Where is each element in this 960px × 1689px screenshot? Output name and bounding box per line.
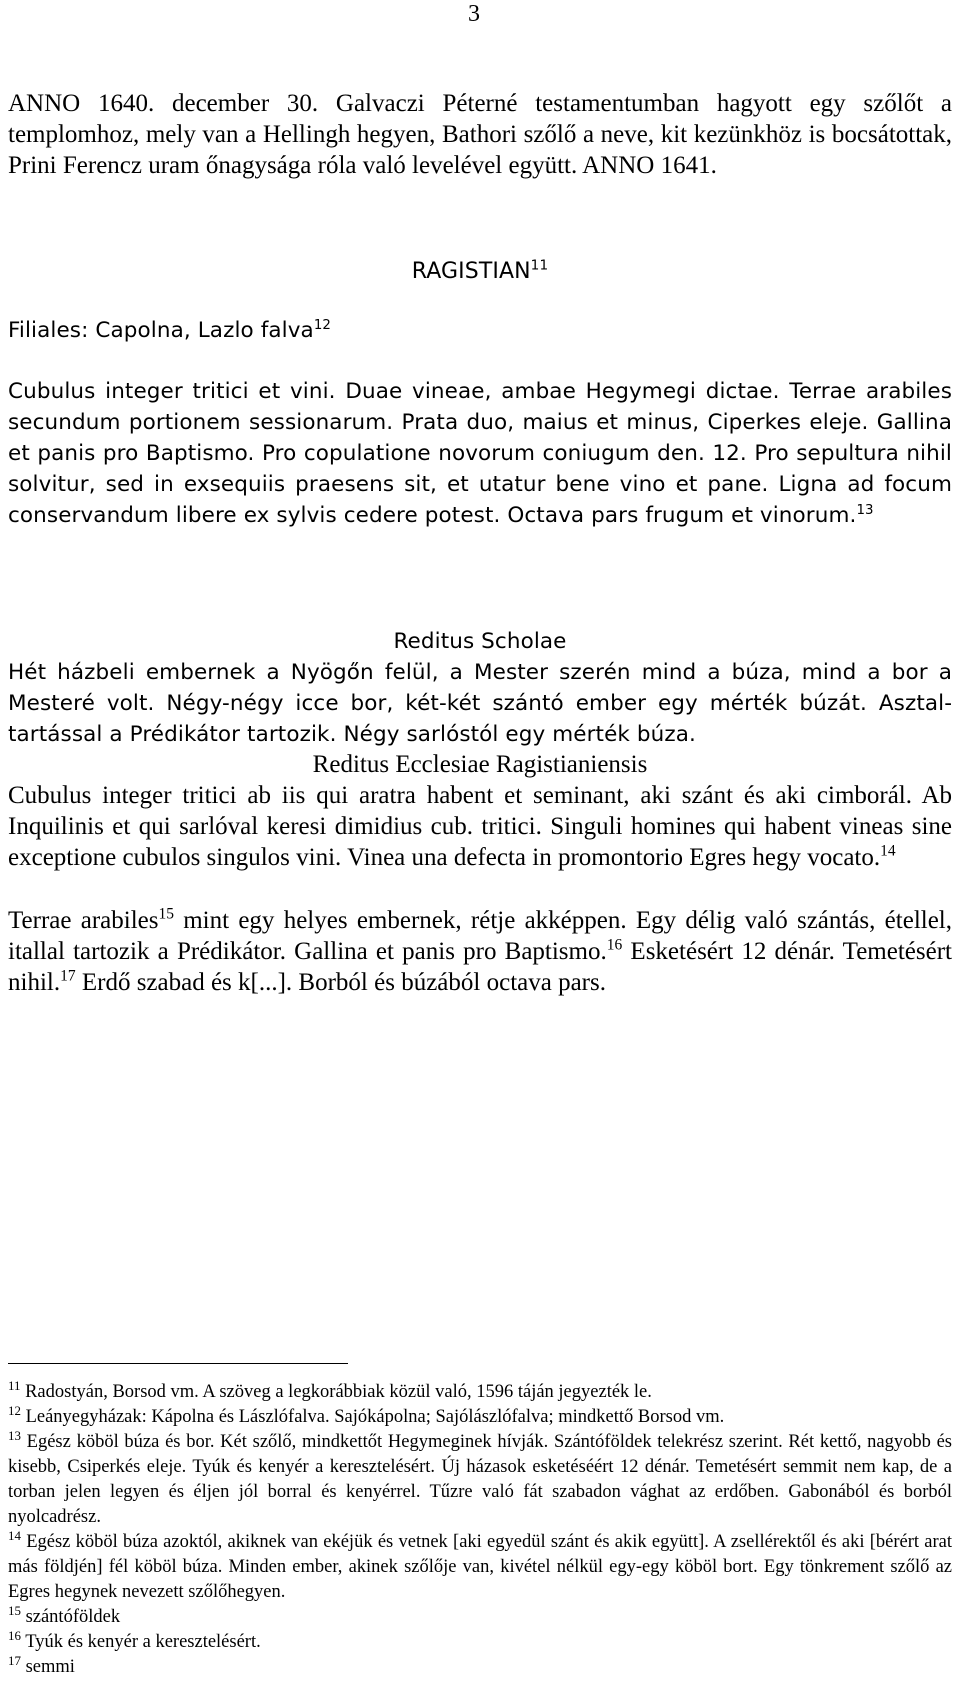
footnote-number-12: 12 bbox=[8, 1402, 21, 1418]
page-number: 3 bbox=[468, 1, 480, 27]
reditus-ecclesiae-text-1 bbox=[8, 780, 952, 873]
reditus-ecclesiae-text-1-body: Cubulus integer tritici ab iis qui aratra habent et seminant, aki szánt és aki cimborál. Ab Inquilinis et qui sarlóval keresi dimidius cub. tritici. Singuli homines qui habent vineas sine exceptione cubulos singulos vini. Vinea una defecta in promontorio Egres hegy vocato. bbox=[8, 782, 952, 871]
reditus-ecclesiae-text-2 bbox=[8, 905, 952, 998]
footnote-ref-14: 14 bbox=[880, 842, 896, 860]
filiales-text: Filiales: Capolna, Lazlo falva bbox=[8, 318, 314, 343]
footnote-ref-16: 16 bbox=[606, 936, 623, 954]
ragistian-title: RAGISTIAN bbox=[411, 259, 531, 284]
footnote-text-16: Tyúk és kenyér a keresztelésért. bbox=[25, 1632, 261, 1652]
footnote-12 bbox=[8, 1402, 952, 1430]
footnote-number-14: 14 bbox=[8, 1527, 21, 1543]
reditus-ecclesiae-text-2c: Esketésért 12 dénár. Temetésért nihil. bbox=[8, 938, 952, 996]
footnote-text-12: Leányegyházak: Kápolna és Lászlófalva. Sajókápolna; Sajólászlófalva; mindkettő Borsod vm. bbox=[25, 1407, 725, 1427]
reditus-ecclesiae-heading: Reditus Ecclesiae Ragistianiensis bbox=[312, 751, 648, 778]
reditus-scholae-text: Hét házbeli embernek a Nyögőn felül, a Mester szerén mind a búza, mind a bor a Mesteré volt. Négy-négy icce bor, két-két szántó ember egy mérték búzát. Asztaltartással a Prédikátor tartozik. Négy sarlóstól egy mérték búza. bbox=[8, 660, 952, 747]
footnote-number-17: 17 bbox=[8, 1652, 21, 1668]
footnote-separator bbox=[8, 1363, 348, 1364]
reditus-ecclesiae-text-2d: Erdő szabad és k[...]. Borból és búzából octava pars. bbox=[75, 969, 606, 996]
paragraph-1: ANNO 1640. december 30. Galvaczi Péterné testamentumban hagyott egy szőlőt a templomhoz, mely van a Hellingh hegyen, Bathori szőlő a neve, kit kezünkhöz is bocsátottak, Prini Ferencz uram őnagysága róla való levelével együtt. ANNO 1641. bbox=[8, 90, 952, 179]
footnote-number-15: 15 bbox=[8, 1602, 21, 1618]
footnote-ref-12: 12 bbox=[313, 317, 331, 333]
footnote-text-14: Egész köböl búza azoktól, akiknek van ekéjük és vetnek [aki egyedül szánt és akik együtt]. A zsellérektől és aki [bérért arat más földjén] fél köböl búza. Minden ember, akinek szőlője van, kivétel nélkül egy-egy köböl bort. Egy tönkrement szőlő az Egres hegynek nevezett szőlőhegyen. bbox=[8, 1532, 952, 1602]
footnote-text-11: Radostyán, Borsod vm. A szöveg a legkorábbiak közül való, 1596 táján jegyezték le. bbox=[25, 1382, 652, 1402]
footnote-ref-13: 13 bbox=[856, 502, 874, 518]
reditus-ecclesiae-text-2b: mint egy helyes embernek, rétje akképpen. Egy délig való szántás, étellel, itallal tartozik a Prédikátor. Gallina et panis pro Baptismo. bbox=[8, 907, 952, 965]
footnote-text-17: semmi bbox=[25, 1657, 75, 1677]
reditus-scholae-heading: Reditus Scholae bbox=[393, 629, 567, 654]
footnote-11 bbox=[8, 1377, 952, 1405]
latin-block-text: Cubulus integer tritici et vini. Duae vineae, ambae Hegymegi dictae. Terrae arabiles secundum portionem sessionarum. Prata duo, maius et minus, Ciperkes eleje. Gallina et panis pro Baptismo. Pro copulatione novorum coniugum den. 12. Pro sepultura nihil solvitur, sed in exsequiis praesens sit, et utatur bene vino et pane. Ligna ad focum conservandum libere ex sylvis cedere potest. Octava pars frugum et vinorum. bbox=[8, 379, 952, 528]
footnote-16 bbox=[8, 1627, 952, 1655]
footnote-ref-15: 15 bbox=[158, 905, 174, 923]
footnote-15 bbox=[8, 1602, 952, 1630]
footnote-text-13: Egész köböl búza és bor. Két szőlő, mindkettőt Hegymeginek hívják. Szántóföldek telekrész szerint. Rét kettő, nagyobb és kisebb, Csiperkés eleje. Tyúk és kenyér a keresztelésért. Új házasok esketéséért 12 dénár. Temetésért semmit nem kap, de a torban jelen legyen és éljen jól borral és kenyérrel. Tűzre való fát szabadon vághat az erdőben. Gabonából és borból nyolcadrész. bbox=[8, 1432, 953, 1527]
latin-block bbox=[8, 376, 952, 531]
footnote-number-16: 16 bbox=[8, 1627, 21, 1643]
footnote-number-11: 11 bbox=[8, 1377, 21, 1393]
reditus-ecclesiae-text-2a: Terrae arabiles bbox=[8, 907, 159, 934]
footnote-13 bbox=[8, 1427, 953, 1530]
ragistian-heading bbox=[0, 256, 960, 287]
footnote-number-13: 13 bbox=[8, 1427, 21, 1443]
footnote-14 bbox=[8, 1527, 952, 1605]
footnote-ref-17: 17 bbox=[60, 967, 76, 985]
footnote-ref-11: 11 bbox=[530, 257, 549, 274]
filiales-line bbox=[8, 315, 952, 346]
footnote-text-15: szántóföldek bbox=[25, 1607, 121, 1627]
footnote-17 bbox=[8, 1652, 952, 1680]
